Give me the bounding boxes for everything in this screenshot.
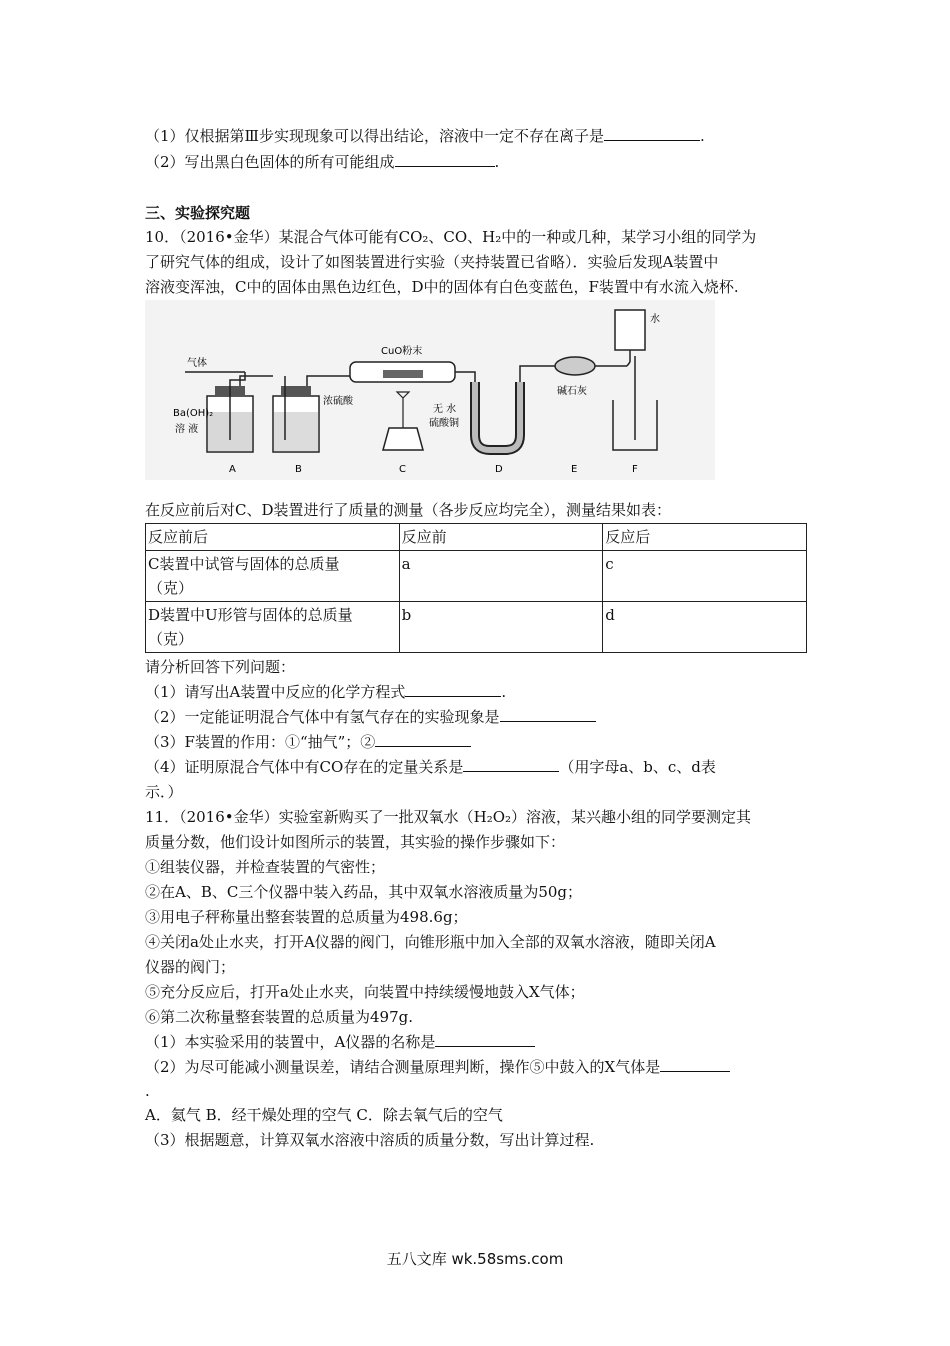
q10-line-1: 10．（2016•金华）某混合气体可能有CO₂、CO、H₂中的一种或几种，某学习小组的同学为 (145, 228, 757, 246)
q10-sub-1 (145, 681, 506, 703)
apparatus-diagram (145, 300, 715, 480)
cuso4-label-1: 无 水 (433, 404, 457, 415)
label-e: E (571, 464, 578, 475)
label-b: B (295, 464, 302, 475)
cuo-label: CuO粉末 (381, 346, 423, 357)
answer-blank[interactable] (405, 681, 501, 697)
q10-sub-2 (145, 706, 596, 728)
section-title: 三、实验探究题 (145, 204, 251, 222)
q10-s1-text: （1）请写出A装置中反应的化学方程式 (145, 683, 406, 701)
q11-step-3: ③用电子秤称量出整套装置的总质量为498.6g； (145, 908, 468, 926)
q11-step-1: ①组装仪器，并检查装置的气密性； (145, 858, 386, 876)
mass-table (145, 523, 807, 653)
answer-blank[interactable] (395, 151, 495, 167)
baoh2-label: Ba(OH)₂ (173, 408, 214, 419)
table-header-cell: 反应前 (399, 524, 603, 551)
q11-step-2: ②在A、B、C三个仪器中装入药品，其中双氧水溶液质量为50g； (145, 883, 583, 901)
period: . (700, 127, 705, 145)
table-cell: a (399, 551, 603, 602)
q10-sub-4-line-2: 示．） (145, 783, 183, 801)
q10-sub-3 (145, 731, 471, 753)
q11-step-4a: ④关闭a处止水夹，打开A仪器的阀门，向锥形瓶中加入全部的双氧水溶液，随即关闭A (145, 933, 716, 951)
table-intro: 在反应前后对C、D装置进行了质量的测量（各步反应均完全），测量结果如表： (145, 501, 672, 519)
label-a: A (229, 464, 236, 475)
answer-blank[interactable] (500, 706, 596, 722)
q11-step-4b: 仪器的阀门； (145, 958, 236, 976)
period: . (494, 153, 500, 171)
q11-sub-2-dot: . (145, 1082, 150, 1100)
table-row (146, 524, 807, 551)
q11-s1-text: （1）本实验采用的装置中，A仪器的名称是 (145, 1033, 436, 1051)
q10-line-3: 溶液变浑浊，C中的固体由黑色边红色，D中的固体有白色变蓝色，F装置中有水流入烧杯. (145, 278, 739, 296)
table-cell: c (603, 551, 807, 602)
cuso4-label-2: 硫酸铜 (429, 418, 459, 429)
q11-s2-text: （2）为尽可能减小测量误差，请结合测量原理判断，操作⑤中鼓入的X气体是 (145, 1058, 661, 1076)
row-label-line-2: （克） (148, 579, 194, 597)
water-label: 水 (650, 314, 660, 325)
q10-s4-text: （4）证明原混合气体中有CO存在的定量关系是 (145, 758, 464, 776)
table-cell (146, 551, 400, 602)
q11-options: A．氦气 B．经干燥处理的空气 C．除去氧气后的空气 (145, 1106, 503, 1124)
top-q1-text: （1）仅根据第Ⅲ步实现现象可以得出结论，溶液中一定不存在离子是 (145, 127, 605, 145)
q10-s2-text: （2）一定能证明混合气体中有氢气存在的实验现象是 (145, 708, 500, 726)
table-row (146, 602, 807, 653)
row-label-line-1: C装置中试管与固体的总质量 (148, 555, 340, 573)
label-c: C (399, 464, 406, 475)
q11-sub-2 (145, 1056, 730, 1078)
table-cell (146, 602, 400, 653)
q11-step-6: ⑥第二次称量整套装置的总质量为497g. (145, 1008, 414, 1026)
q11-line-1: 11．（2016•金华）实验室新购买了一批双氧水（H₂O₂）溶液，某兴趣小组的同学要测定其 (145, 808, 752, 826)
footer-watermark: 五八文库 wk.58sms.com (386, 1250, 564, 1268)
top-question-2 (145, 151, 499, 173)
answer-blank[interactable] (375, 731, 471, 747)
answer-blank[interactable] (463, 756, 559, 772)
label-f: F (632, 464, 638, 475)
q10-ask: 请分析回答下列问题： (145, 658, 296, 676)
q10-sub-4 (145, 756, 716, 778)
q10-s3-text: （3）F装置的作用：①“抽气”；② (145, 733, 376, 751)
table-header-cell: 反应前后 (146, 524, 400, 551)
q10-s4-end: （用字母a、b、c、d表 (559, 758, 716, 776)
table-cell: d (603, 602, 807, 653)
answer-blank[interactable] (435, 1031, 535, 1047)
q11-sub-3: （3）根据题意，计算双氧水溶液中溶质的质量分数，写出计算过程. (145, 1131, 595, 1149)
q11-line-2: 质量分数，他们设计如图所示的装置，其实验的操作步骤如下： (145, 833, 566, 851)
period: . (501, 683, 507, 701)
row-label-line-2: （克） (148, 630, 194, 648)
solution-label: 溶 液 (175, 424, 199, 435)
answer-blank[interactable] (660, 1056, 730, 1072)
table-row (146, 551, 807, 602)
acid-label: 浓硫酸 (323, 396, 353, 407)
q11-step-5: ⑤充分反应后，打开a处止水夹，向装置中持续缓慢地鼓入X气体； (145, 983, 585, 1001)
top-q2-text: （2）写出黑白色固体的所有可能组成 (145, 153, 395, 171)
label-d: D (495, 464, 503, 475)
table-header-cell: 反应后 (603, 524, 807, 551)
top-question-1 (145, 125, 705, 147)
table-cell: b (399, 602, 603, 653)
q10-line-2: 了研究气体的组成，设计了如图装置进行实验（夹持装置已省略）．实验后发现A装置中 (145, 253, 719, 271)
q11-sub-1 (145, 1031, 535, 1053)
answer-blank[interactable] (604, 125, 700, 141)
row-label-line-1: D装置中U形管与固体的总质量 (148, 606, 353, 624)
gas-label: 气体 (187, 358, 207, 369)
lime-label: 碱石灰 (557, 386, 587, 397)
